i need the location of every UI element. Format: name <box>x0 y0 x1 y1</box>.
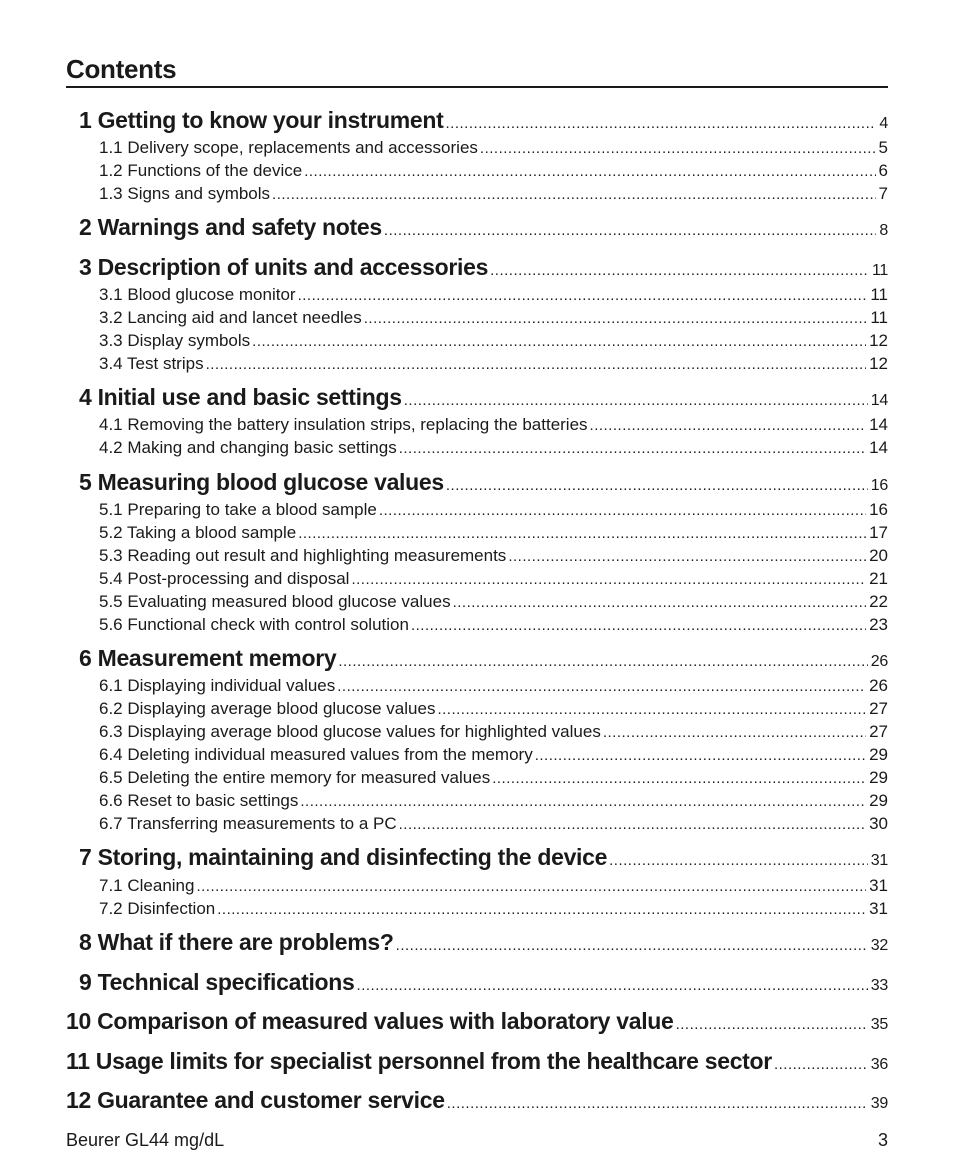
toc-entry-title: 4 Initial use and basic settings <box>79 384 402 410</box>
dot-leader <box>603 724 866 741</box>
toc-entry-page-number: 33 <box>870 977 888 994</box>
toc-section-entry[interactable] <box>99 138 888 158</box>
dot-leader <box>298 287 868 304</box>
toc-entry-title: 5.3 Reading out result and highlighting measurements <box>99 546 507 565</box>
toc-section-entry[interactable] <box>99 415 888 435</box>
toc-entry-page-number: 4 <box>879 115 888 132</box>
toc-entry-page-number: 32 <box>870 937 888 954</box>
toc-entry-title: 10 Comparison of measured values with laboratory value <box>66 1008 674 1034</box>
toc-entry-page-number: 29 <box>869 768 888 787</box>
toc-chapter-entry[interactable] <box>79 254 888 281</box>
dot-leader <box>196 878 866 895</box>
toc-entry-page-number: 16 <box>870 477 888 494</box>
toc-section-entry[interactable] <box>99 722 888 742</box>
toc-entry-title: 6.3 Displaying average blood glucose values for highlighted values <box>99 722 601 741</box>
dot-leader <box>338 653 867 670</box>
toc-entry-page-number: 16 <box>869 500 888 519</box>
toc-entry-title: 1.3 Signs and symbols <box>99 184 271 203</box>
toc-entry-title: 6.1 Displaying individual values <box>99 676 336 695</box>
toc-entry-title: 5.6 Functional check with control solution <box>99 615 409 634</box>
toc-entry-title: 6.6 Reset to basic settings <box>99 791 299 810</box>
toc-entry-page-number: 31 <box>870 852 888 869</box>
toc-section-entry[interactable] <box>99 184 888 204</box>
toc-section-entry[interactable] <box>99 500 888 520</box>
toc-entry-title: 8 What if there are problems? <box>79 929 394 955</box>
toc-entry-title: 5.5 Evaluating measured blood glucose values <box>99 592 451 611</box>
dot-leader <box>399 816 866 833</box>
toc-entry-page-number: 12 <box>869 354 888 373</box>
toc-entry-page-number: 39 <box>870 1095 888 1112</box>
toc-entry-page-number: 11 <box>870 308 888 327</box>
toc-entry-page-number: 27 <box>869 722 888 741</box>
toc-section-entry[interactable] <box>99 699 888 719</box>
toc-chapter-entry[interactable] <box>66 1087 888 1114</box>
toc-entry-title: 4.1 Removing the battery insulation strips, replacing the batteries <box>99 415 588 434</box>
dot-leader <box>490 262 869 279</box>
toc-entry-title: 1.1 Delivery scope, replacements and accessories <box>99 138 478 157</box>
dot-leader <box>535 747 866 764</box>
dot-leader <box>480 140 876 157</box>
toc-entry-page-number: 26 <box>870 653 888 670</box>
toc-chapter-entry[interactable] <box>66 1008 888 1035</box>
toc-entry-page-number: 11 <box>870 285 888 304</box>
toc-section-entry[interactable] <box>99 546 888 566</box>
toc-entry-page-number: 11 <box>871 262 888 279</box>
dot-leader <box>404 392 868 409</box>
footer-product-name: Beurer GL44 mg/dL <box>66 1130 225 1150</box>
dot-leader <box>453 594 867 611</box>
toc-entry-title: 5.1 Preparing to take a blood sample <box>99 500 377 519</box>
toc-entry-page-number: 26 <box>869 676 888 695</box>
dot-leader <box>272 186 875 203</box>
toc-chapter-entry[interactable] <box>79 214 888 241</box>
toc-section-entry[interactable] <box>99 876 888 896</box>
dot-leader <box>364 310 868 327</box>
dot-leader <box>304 163 875 180</box>
toc-chapter-entry[interactable] <box>79 969 888 996</box>
toc-entry-title: 2 Warnings and safety notes <box>79 214 382 240</box>
toc-entry-page-number: 29 <box>869 745 888 764</box>
dot-leader <box>446 477 868 494</box>
toc-entry-page-number: 12 <box>869 331 888 350</box>
toc-chapter-entry[interactable] <box>79 107 888 134</box>
toc-section-entry[interactable] <box>99 768 888 788</box>
footer-page-number: 3 <box>877 1130 888 1150</box>
toc-entry-page-number: 22 <box>869 592 888 611</box>
toc-entry-title: 9 Technical specifications <box>79 969 355 995</box>
toc-entry-title: 1.2 Functions of the device <box>99 161 303 180</box>
title-divider <box>66 86 888 88</box>
toc-entry-page-number: 14 <box>870 392 888 409</box>
toc-entry-title: 7 Storing, maintaining and disinfecting the device <box>79 844 608 870</box>
dot-leader <box>337 678 866 695</box>
toc-section-entry[interactable] <box>99 791 888 811</box>
toc-entry-page-number: 31 <box>869 876 888 895</box>
toc-entry-title: 4.2 Making and changing basic settings <box>99 438 397 457</box>
toc-chapter-entry[interactable] <box>79 469 888 496</box>
toc-chapter-entry[interactable] <box>79 645 888 672</box>
toc-entry-title: 11 Usage limits for specialist personnel from the healthcare sector <box>66 1048 772 1074</box>
toc-entry-title: 7.2 Disinfection <box>99 899 216 918</box>
toc-entry-page-number: 30 <box>869 814 888 833</box>
toc-section-entry[interactable] <box>99 331 888 351</box>
dot-leader <box>411 617 866 634</box>
toc-entry-title: 6.4 Deleting individual measured values from the memory <box>99 745 533 764</box>
toc-entry-page-number: 20 <box>869 546 888 565</box>
dot-leader <box>446 115 877 132</box>
page-title: Contents <box>66 54 177 84</box>
toc-section-entry[interactable] <box>99 523 888 543</box>
toc-entry-page-number: 7 <box>878 184 888 203</box>
toc-entry-title: 3.4 Test strips <box>99 354 204 373</box>
toc-entry-title: 6 Measurement memory <box>79 645 337 671</box>
toc-section-entry[interactable] <box>99 354 888 374</box>
toc-section-entry[interactable] <box>99 569 888 589</box>
toc-section-entry[interactable] <box>99 615 888 635</box>
toc-entry-title: 5 Measuring blood glucose values <box>79 469 444 495</box>
toc-entry-title: 7.1 Cleaning <box>99 876 195 895</box>
toc-entry-page-number: 31 <box>869 899 888 918</box>
toc-entry-title: 5.2 Taking a blood sample <box>99 523 297 542</box>
toc-entry-title: 3.3 Display symbols <box>99 331 251 350</box>
toc-entry-page-number: 14 <box>869 438 888 457</box>
toc-entry-page-number: 6 <box>878 161 888 180</box>
dot-leader <box>206 356 867 373</box>
dot-leader <box>508 548 866 565</box>
toc-entry-page-number: 5 <box>878 138 888 157</box>
dot-leader <box>351 571 866 588</box>
dot-leader <box>298 525 866 542</box>
toc-entry-page-number: 17 <box>869 523 888 542</box>
toc-section-entry[interactable] <box>99 592 888 612</box>
toc-section-entry[interactable] <box>99 285 888 305</box>
dot-leader <box>300 793 866 810</box>
dot-leader <box>252 333 866 350</box>
toc-entry-title: 6.2 Displaying average blood glucose values <box>99 699 436 718</box>
dot-leader <box>492 770 866 787</box>
dot-leader <box>399 440 866 457</box>
toc-entry-title: 3 Description of units and accessories <box>79 254 489 280</box>
toc-section-entry[interactable] <box>99 745 888 765</box>
toc-entry-page-number: 35 <box>870 1016 888 1033</box>
toc-chapter-entry[interactable] <box>79 929 888 956</box>
toc-entry-page-number: 21 <box>869 569 888 588</box>
toc-entry-title: 6.5 Deleting the entire memory for measured values <box>99 768 491 787</box>
toc-entry-page-number: 14 <box>869 415 888 434</box>
dot-leader <box>217 901 866 918</box>
toc-entry-page-number: 8 <box>879 222 888 239</box>
dot-leader <box>357 977 868 994</box>
toc-entry-title: 12 Guarantee and customer service <box>66 1087 445 1113</box>
toc-entry-title: 5.4 Post-processing and disposal <box>99 569 350 588</box>
toc-section-entry[interactable] <box>99 676 888 696</box>
toc-section-entry[interactable] <box>99 899 888 919</box>
toc-section-entry[interactable] <box>99 814 888 834</box>
toc-section-entry[interactable] <box>99 308 888 328</box>
dot-leader <box>676 1016 868 1033</box>
toc-entry-page-number: 27 <box>869 699 888 718</box>
toc-entry-page-number: 36 <box>870 1056 888 1073</box>
dot-leader <box>437 701 866 718</box>
toc-entry-page-number: 29 <box>869 791 888 810</box>
toc-chapter-entry[interactable] <box>79 384 888 411</box>
toc-chapter-entry[interactable] <box>79 844 888 871</box>
dot-leader <box>590 417 867 434</box>
toc-entry-page-number: 23 <box>869 615 888 634</box>
toc-entry-title: 3.2 Lancing aid and lancet needles <box>99 308 362 327</box>
toc-entry-title: 1 Getting to know your instrument <box>79 107 444 133</box>
toc-entry-title: 3.1 Blood glucose monitor <box>99 285 296 304</box>
dot-leader <box>379 502 866 519</box>
toc-section-entry[interactable] <box>99 438 888 458</box>
dot-leader <box>384 222 876 239</box>
dot-leader <box>609 852 868 869</box>
dot-leader <box>396 937 868 954</box>
dot-leader <box>774 1056 868 1073</box>
dot-leader <box>447 1095 868 1112</box>
toc-entry-title: 6.7 Transferring measurements to a PC <box>99 814 397 833</box>
toc-section-entry[interactable] <box>99 161 888 181</box>
toc-chapter-entry[interactable] <box>66 1048 888 1075</box>
